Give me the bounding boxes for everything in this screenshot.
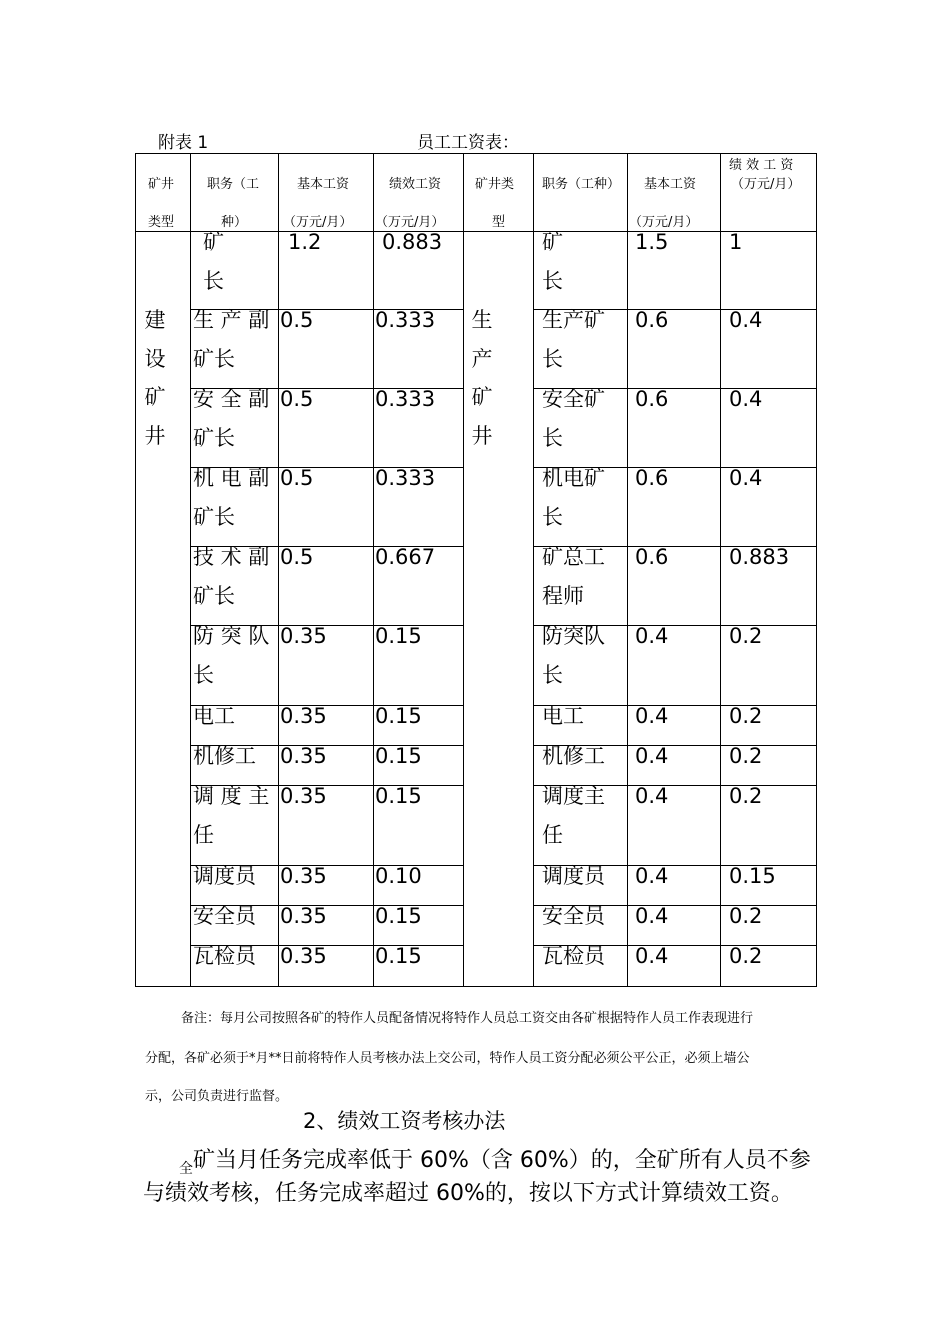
position-left: 电工 bbox=[193, 704, 235, 728]
base-salary-right: 0.4 bbox=[635, 704, 669, 728]
base-salary-right: 0.4 bbox=[635, 944, 669, 968]
perf-salary-left: 0.10 bbox=[375, 864, 422, 888]
position-left: 技 术 副 bbox=[193, 545, 270, 569]
perf-salary-right: 0.2 bbox=[729, 704, 763, 728]
note-line-1: 备注：每月公司按照各矿的特作人员配备情况将特作人员总工资交由各矿根据特作人员工作表现进行 bbox=[181, 1011, 754, 1026]
grid-line bbox=[627, 153, 628, 987]
perf-salary-right: 0.4 bbox=[729, 387, 763, 411]
perf-salary-right: 0.2 bbox=[729, 624, 763, 648]
perf-salary-left: 0.667 bbox=[375, 545, 436, 569]
base-salary-right: 0.6 bbox=[635, 387, 669, 411]
position-left: 长 bbox=[193, 663, 214, 687]
header-mine-type-2: 类型 bbox=[148, 215, 175, 230]
perf-salary-left: 0.15 bbox=[375, 744, 422, 768]
position-right: 瓦检员 bbox=[542, 944, 605, 968]
note-line-3: 示，公司负责进行监督。 bbox=[145, 1089, 289, 1104]
perf-salary-right: 0.2 bbox=[729, 784, 763, 808]
base-salary-left: 0.5 bbox=[280, 308, 314, 332]
position-left: 矿 bbox=[203, 230, 224, 254]
base-salary-left: 0.35 bbox=[280, 704, 327, 728]
mine-type-char: 矿 bbox=[144, 385, 166, 409]
header-mine-type: 矿井 bbox=[148, 177, 175, 192]
perf-salary-left: 0.883 bbox=[382, 230, 443, 254]
grid-line bbox=[720, 153, 721, 987]
mine-type-char: 井 bbox=[144, 423, 166, 448]
header-position-2: 种） bbox=[221, 215, 248, 230]
grid-line bbox=[373, 153, 374, 987]
paragraph-line-1 bbox=[179, 1143, 811, 1177]
base-salary-left: 0.35 bbox=[280, 624, 327, 648]
perf-salary-right: 0.883 bbox=[729, 545, 790, 569]
position-right: 长 bbox=[542, 663, 563, 687]
header-perf-salary-right: 绩 效 工 资 bbox=[729, 158, 794, 173]
position-right: 矿 bbox=[542, 230, 563, 254]
base-salary-right: 0.4 bbox=[635, 744, 669, 768]
grid-line bbox=[463, 153, 464, 987]
position-left: 瓦检员 bbox=[193, 944, 256, 968]
mine-type-production bbox=[470, 301, 494, 455]
position-right: 机修工 bbox=[542, 744, 605, 768]
base-salary-left: 0.5 bbox=[280, 466, 314, 490]
paragraph-line-2: 与绩效考核，任务完成率超过 60%的，按以下方式计算绩效工资。 bbox=[143, 1181, 793, 1206]
position-left: 长 bbox=[203, 269, 224, 293]
perf-salary-left: 0.15 bbox=[375, 704, 422, 728]
mine-type-char: 生 bbox=[471, 308, 493, 332]
position-left: 安 全 副 bbox=[193, 387, 270, 411]
perf-salary-right: 0.2 bbox=[729, 904, 763, 928]
perf-salary-right: 0.4 bbox=[729, 308, 763, 332]
base-salary-right: 1.5 bbox=[635, 230, 669, 254]
base-salary-right: 0.4 bbox=[635, 784, 669, 808]
position-right: 程师 bbox=[542, 584, 584, 608]
position-right: 长 bbox=[542, 505, 563, 529]
position-left: 防 突 队 bbox=[193, 624, 270, 648]
mine-type-char: 产 bbox=[471, 346, 493, 371]
base-salary-right: 0.6 bbox=[635, 466, 669, 490]
perf-salary-right: 0.4 bbox=[729, 466, 763, 490]
position-right: 调度主 bbox=[542, 784, 605, 808]
perf-salary-right: 0.15 bbox=[729, 864, 776, 888]
base-salary-left: 0.35 bbox=[280, 784, 327, 808]
base-salary-right: 0.6 bbox=[635, 308, 669, 332]
perf-salary-left: 0.15 bbox=[375, 904, 422, 928]
perf-salary-right: 0.2 bbox=[729, 944, 763, 968]
grid-line bbox=[190, 153, 191, 987]
position-right: 长 bbox=[542, 426, 563, 450]
header-perf-unit: （万元/月） bbox=[375, 215, 445, 230]
position-right: 长 bbox=[542, 269, 563, 293]
position-left: 调 度 主 bbox=[193, 784, 270, 808]
perf-salary-left: 0.333 bbox=[375, 466, 436, 490]
mine-type-char: 建 bbox=[144, 308, 166, 332]
note-line-2: 分配，各矿必须于*月**日前将特作人员考核办法上交公司，特作人员工资分配必须公平公正，必须上墙公 bbox=[145, 1051, 750, 1066]
position-left: 安全员 bbox=[193, 904, 256, 928]
table-label: 附表 1 bbox=[158, 133, 209, 153]
perf-salary-left: 0.333 bbox=[375, 387, 436, 411]
perf-salary-left: 0.15 bbox=[375, 784, 422, 808]
header-perf-unit-right: （万元/月） bbox=[731, 177, 801, 192]
grid-line bbox=[278, 153, 279, 987]
base-salary-left: 0.5 bbox=[280, 387, 314, 411]
perf-salary-left: 0.333 bbox=[375, 308, 436, 332]
perf-salary-right: 0.2 bbox=[729, 744, 763, 768]
base-salary-right: 0.4 bbox=[635, 624, 669, 648]
position-right: 矿总工 bbox=[542, 545, 605, 569]
position-left: 调度员 bbox=[193, 864, 256, 888]
position-left: 矿长 bbox=[193, 505, 235, 529]
position-right: 长 bbox=[542, 347, 563, 371]
header-mine-type-right: 矿井类 bbox=[475, 177, 515, 192]
paragraph-text-1: 矿当月任务完成率低于 60%（含 60%）的，全矿所有人员不参 bbox=[193, 1148, 811, 1173]
mine-type-char: 矿 bbox=[471, 385, 493, 409]
position-right: 电工 bbox=[542, 704, 584, 728]
header-base-unit: （万元/月） bbox=[283, 215, 353, 230]
position-right: 安全矿 bbox=[542, 387, 605, 411]
grid-line bbox=[533, 153, 534, 987]
perf-salary-left: 0.15 bbox=[375, 624, 422, 648]
position-right: 机电矿 bbox=[542, 466, 605, 490]
base-salary-right: 0.4 bbox=[635, 904, 669, 928]
base-salary-left: 0.5 bbox=[280, 545, 314, 569]
header-base-unit-right: （万元/月） bbox=[629, 215, 699, 230]
position-right: 调度员 bbox=[542, 864, 605, 888]
base-salary-left: 0.35 bbox=[280, 904, 327, 928]
position-left: 任 bbox=[193, 823, 214, 847]
base-salary-left: 1.2 bbox=[288, 230, 322, 254]
header-base-salary-right: 基本工资 bbox=[644, 177, 697, 192]
position-left: 矿长 bbox=[193, 426, 235, 450]
base-salary-right: 0.4 bbox=[635, 864, 669, 888]
perf-salary-left: 0.15 bbox=[375, 944, 422, 968]
mine-type-char: 设 bbox=[144, 346, 166, 371]
table-title: 员工工资表： bbox=[417, 133, 519, 153]
mine-type-construction bbox=[143, 301, 167, 455]
header-position: 职务（工 bbox=[207, 177, 260, 192]
position-left: 机修工 bbox=[193, 744, 256, 768]
base-salary-left: 0.35 bbox=[280, 744, 327, 768]
header-mine-type-right-2: 型 bbox=[492, 215, 506, 230]
position-right: 任 bbox=[542, 823, 563, 847]
base-salary-left: 0.35 bbox=[280, 864, 327, 888]
header-base-salary: 基本工资 bbox=[297, 177, 350, 192]
position-right: 安全员 bbox=[542, 904, 605, 928]
position-left: 矿长 bbox=[193, 347, 235, 371]
paragraph-prefix: 全 bbox=[179, 1161, 193, 1177]
header-perf-salary: 绩效工资 bbox=[389, 177, 442, 192]
position-left: 机 电 副 bbox=[193, 466, 270, 490]
perf-salary-right: 1 bbox=[729, 230, 743, 254]
header-position-right: 职务（工种） bbox=[542, 177, 621, 192]
section-heading: 2、绩效工资考核办法 bbox=[303, 1109, 506, 1133]
position-left: 矿长 bbox=[193, 584, 235, 608]
position-right: 防突队 bbox=[542, 624, 605, 648]
base-salary-left: 0.35 bbox=[280, 944, 327, 968]
base-salary-right: 0.6 bbox=[635, 545, 669, 569]
position-left: 生 产 副 bbox=[193, 308, 270, 332]
position-right: 生产矿 bbox=[542, 308, 605, 332]
mine-type-char: 井 bbox=[471, 423, 493, 448]
